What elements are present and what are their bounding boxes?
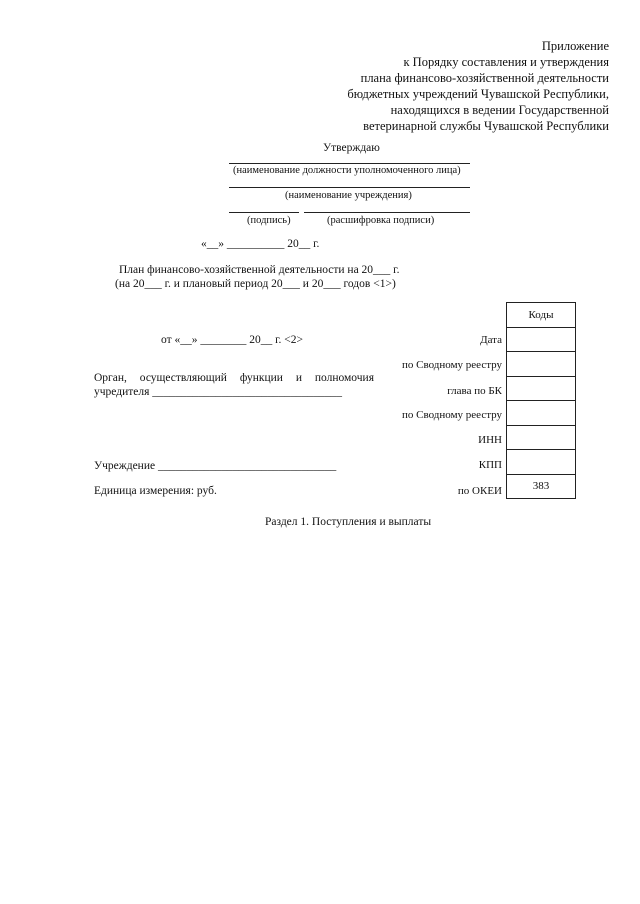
- institution-label: Учреждение _______________________________: [94, 460, 337, 472]
- position-line: [229, 163, 470, 164]
- appendix-line: находящихся в ведении Государственной: [390, 103, 609, 117]
- code-label-date: Дата: [480, 334, 502, 346]
- code-label-registry: по Сводному реестру: [402, 359, 502, 371]
- codes-table: [506, 302, 576, 499]
- plan-title-line2: (на 20___ г. и плановый период 20___ и 20___ годов <1>): [115, 278, 396, 290]
- appendix-line: бюджетных учреждений Чувашской Республики,: [347, 87, 609, 101]
- unit-label: Единица измерения: руб.: [94, 485, 217, 497]
- codes-header: Коды: [507, 303, 576, 328]
- signature-caption: (подпись): [247, 215, 291, 226]
- code-cell-okei: 383: [507, 474, 576, 499]
- organ-label: [94, 372, 378, 384]
- code-label-bk: глава по БК: [447, 385, 502, 397]
- founder-label: учредителя _________________________________: [94, 386, 343, 398]
- code-cell-inn: [507, 425, 576, 450]
- appendix-line: к Порядку составления и утверждения: [403, 55, 609, 69]
- plan-title-line1: План финансово-хозяйственной деятельности на 20___ г.: [119, 264, 400, 276]
- position-caption: (наименование должности уполномоченного лица): [233, 165, 461, 176]
- code-cell-date: [507, 327, 576, 352]
- code-label-okei: по ОКЕИ: [457, 485, 502, 497]
- code-label-inn: ИНН: [478, 434, 502, 446]
- appendix-line: ветеринарной службы Чувашской Республики: [363, 119, 609, 133]
- appendix-line: Приложение: [541, 39, 609, 53]
- decoding-line: [304, 212, 470, 213]
- appendix-line: плана финансово-хозяйственной деятельности: [360, 71, 609, 85]
- appendix-header: [347, 38, 609, 134]
- organ-label-text: Орган, осуществляющий функции и полномочия: [94, 372, 374, 384]
- section-title: Раздел 1. Поступления и выплаты: [265, 516, 432, 528]
- institution-caption: (наименование учреждения): [285, 190, 412, 201]
- signature-line: [229, 212, 299, 213]
- code-cell-kpp: [507, 450, 576, 475]
- decoding-caption: (расшифровка подписи): [327, 215, 435, 226]
- code-cell-bk: [507, 376, 576, 401]
- code-label-kpp: КПП: [478, 459, 502, 471]
- code-label-registry-2: по Сводному реестру: [402, 409, 502, 421]
- code-cell-registry: [507, 352, 576, 377]
- approval-date: «__» __________ 20__ г.: [201, 238, 320, 250]
- institution-line: [229, 187, 470, 188]
- approve-label: Утверждаю: [323, 142, 380, 154]
- plan-date-from: от «__» ________ 20__ г. <2>: [161, 334, 304, 346]
- code-cell-registry-2: [507, 401, 576, 426]
